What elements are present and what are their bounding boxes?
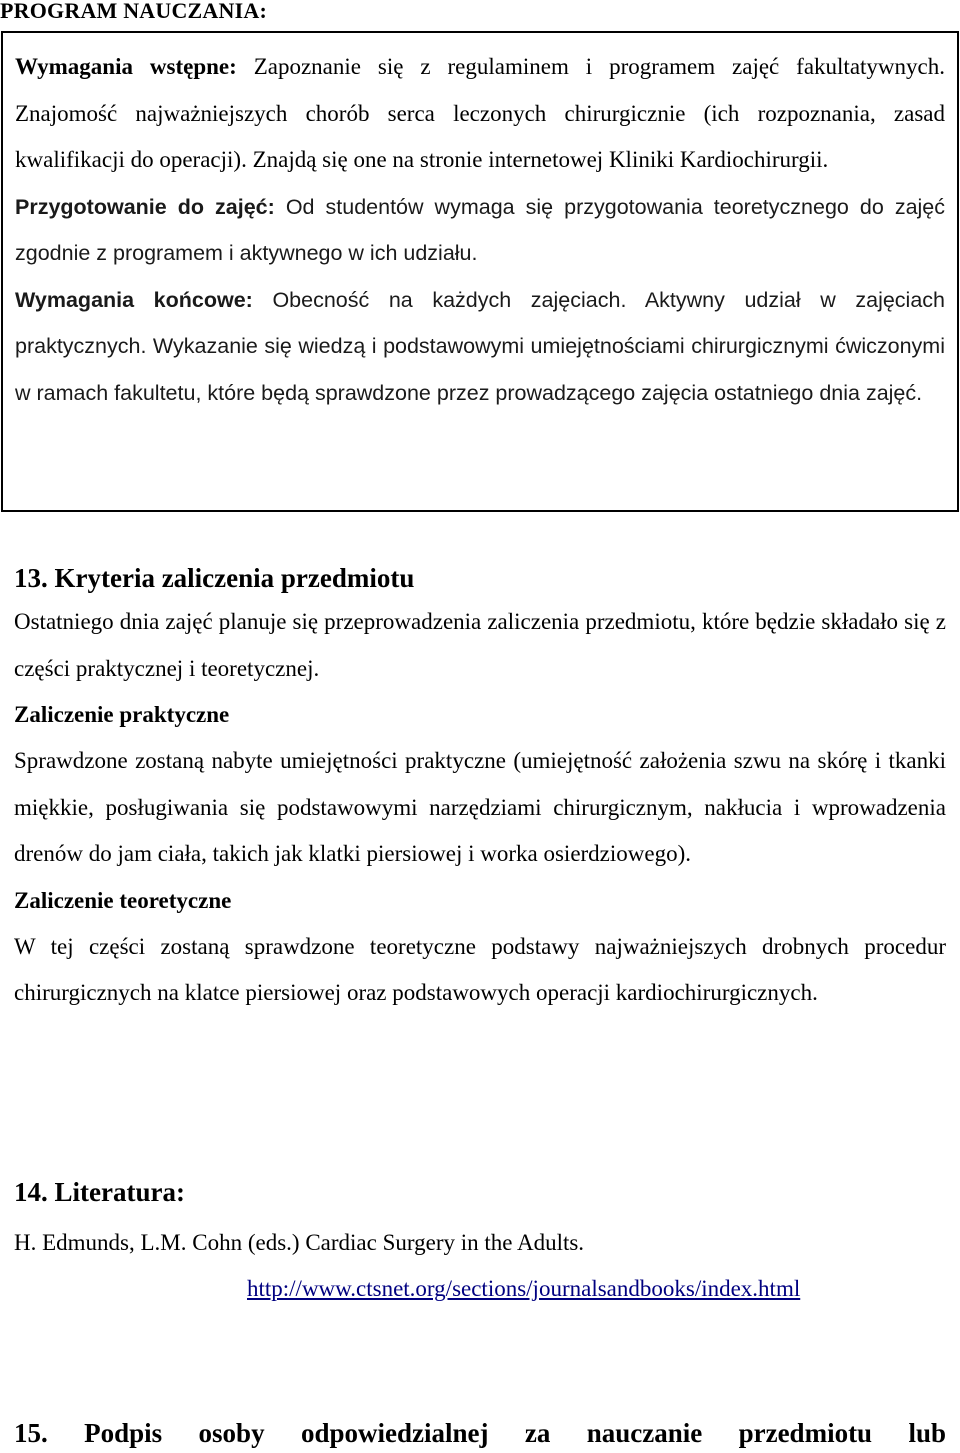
section-14-title: 14. Literatura: xyxy=(14,1177,185,1207)
preparation-label: Przygotowanie do zajęć: xyxy=(15,194,275,219)
final-requirements-label: Wymagania końcowe: xyxy=(15,287,253,312)
preparation-paragraph xyxy=(15,184,945,277)
final-requirements-text: Obecność na każdych zajęciach. Aktywny udział w zajęciach praktycznych. Wykazanie się wiedzą i podstawowymi umiejętnościami chirurgicznymi ćwiczonymi w ramach fakultetu, które będą sprawdzone przez prowadzącego zajęcia ostatniego dnia zajęć. xyxy=(15,287,945,405)
requirements-label: Wymagania wstępne: xyxy=(15,54,237,79)
section-13-intro: Ostatniego dnia zajęć planuje się przeprowadzenia zaliczenia przedmiotu, które będzie składało się z części praktycznej i teoretycznej. xyxy=(14,609,946,681)
program-box xyxy=(1,31,959,512)
program-heading: PROGRAM NAUCZANIA: xyxy=(0,0,267,23)
section-15-title: 15. Podpis osoby odpowiedzialnej za nauczanie przedmiotu lub xyxy=(14,1418,946,1448)
requirements-text: Zapoznanie się z regulaminem i programem zajęć fakultatywnych. Znajomość najważniejszych chorób serca leczonych chirurgicznie (ich rozpoznania, zasad kwalifikacji do operacji). Znajdą się one na stronie internetowej Kliniki Kardiochirurgii. xyxy=(15,54,945,172)
practical-assessment-title: Zaliczenie praktyczne xyxy=(14,702,230,727)
theory-assessment-title: Zaliczenie teoretyczne xyxy=(14,887,232,913)
literature-link[interactable]: http://www.ctsnet.org/sections/journalsandbooks/index.html xyxy=(247,1276,801,1301)
literature-entry: H. Edmunds, L.M. Cohn (eds.) Cardiac Surgery in the Adults. xyxy=(14,1230,585,1255)
preparation-text: Od studentów wymaga się przygotowania teoretycznego do zajęć zgodnie z programem i aktywnego w ich udziału. xyxy=(15,194,946,265)
section-13-title: 13. Kryteria zaliczenia przedmiotu xyxy=(14,563,415,593)
section-13 xyxy=(14,562,946,1017)
practical-assessment-text: Sprawdzone zostaną nabyte umiejętności praktyczne (umiejętność założenia szwu na skórę i tkanki miękkie, posługiwania się podstawowymi narzędziami chirurgicznym, nakłucia i wprowadzenia drenów do jam ciała, takich jak klatki piersiowej i worka osierdziowego). xyxy=(14,748,946,866)
final-requirements-paragraph xyxy=(15,277,945,417)
theory-assessment-text: W tej części zostaną sprawdzone teoretyczne podstawy najważniejszych drobnych procedur chirurgicznych na klatce piersiowej oraz podstawowych operacji kardiochirurgicznych. xyxy=(14,933,946,1005)
requirements-paragraph xyxy=(15,44,945,184)
section-14 xyxy=(14,1176,946,1259)
